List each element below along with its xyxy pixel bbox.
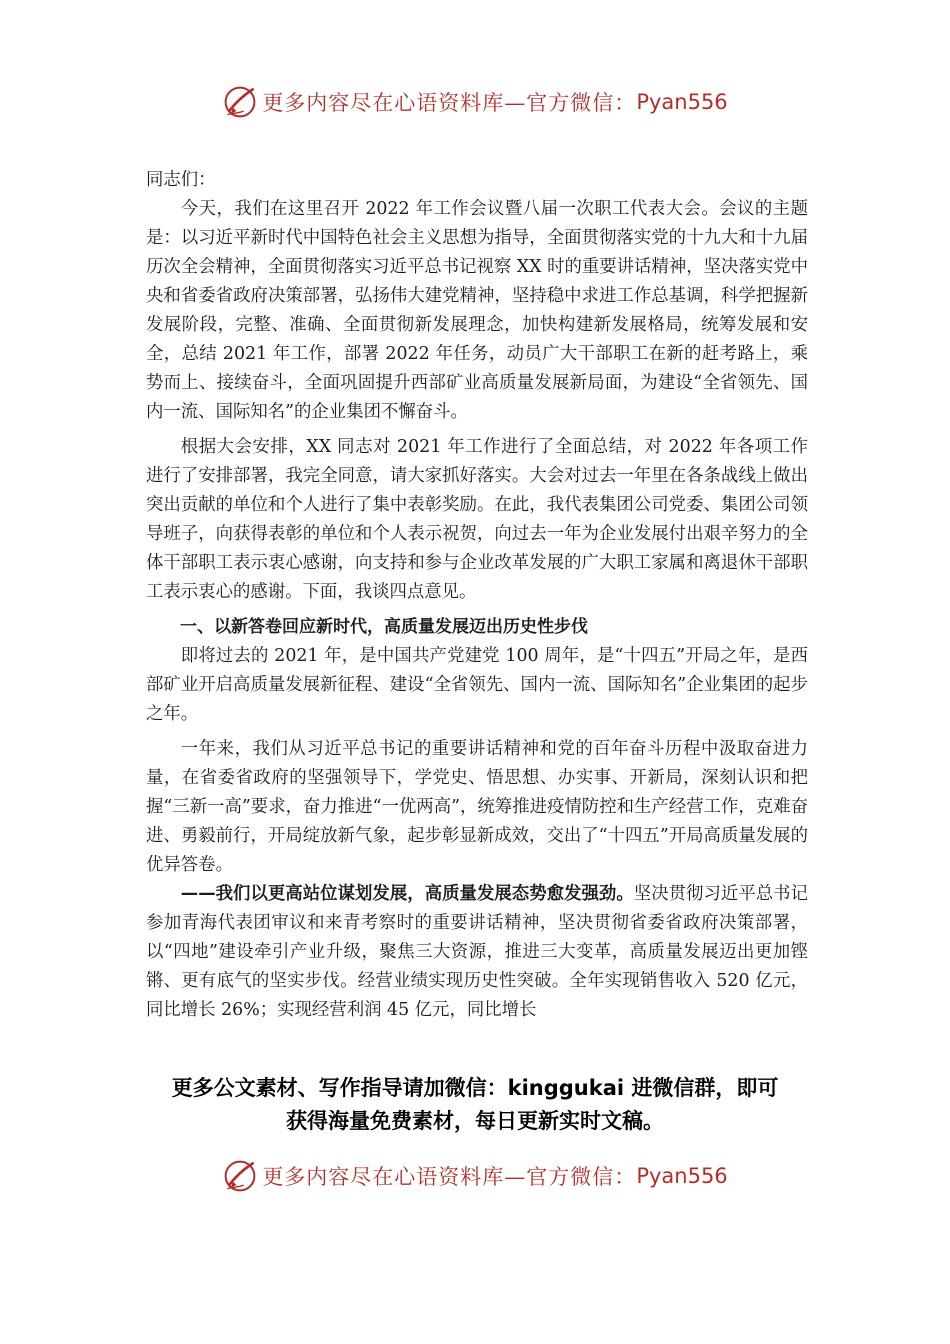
watermark-site-text: 更多内容尽在心语资料库—官方微信： <box>262 91 637 115</box>
paragraph: 即将过去的 2021 年，是中国共产党建党 100 周年，是“十四五”开局之年，是西部矿业开启高质量发展新征程、建设“全省领先、国内一流、国际知名”企业集团的起步之年。 <box>146 646 808 724</box>
pen-logo-icon <box>222 84 258 120</box>
watermark-wechat-id: Pyan556 <box>636 90 728 114</box>
section-heading: 一、以新答卷回应新时代，高质量发展迈出历史性步伐 <box>180 617 588 637</box>
salutation: 同志们： <box>146 170 216 190</box>
paragraph-bold-lead <box>146 880 808 1025</box>
watermark-site-text: 更多内容尽在心语资料库—官方微信： <box>262 1165 637 1189</box>
bold-lead-rest: 坚决贯彻习近平总书记参加青海代表团审议和来青考察时的重要讲话精神，坚决贯彻省委省政府决策部署，以“四地”建设牵引产业升级，聚焦三大资源，推进三大变革，高质量发展迈出更加铿锵、更有底气的坚实步伐。经营业绩实现历史性突破。全年实现销售收入 520 亿元，同比增长 26%；实现经营利润 45 亿元，同比增长 <box>146 884 808 1020</box>
pen-logo-icon <box>222 1158 258 1194</box>
footer-watermark <box>0 1154 950 1198</box>
promo-line-2: 获得海量免费素材，每日更新实时文稿。 <box>286 1109 664 1133</box>
paragraph: 一年来，我们从习近平总书记的重要讲话精神和党的百年奋斗历程中汲取奋进力量，在省委省政府的坚强领导下，学党史、悟思想、办实事、开新局，深刻认识和把握“三新一高”要求，奋力推进“一优两高”，统筹推进疫情防控和生产经营工作，克难奋进、勇毅前行，开局绽放新气象，起步彰显新成效，交出了“十四五”开局高质量发展的优异答卷。 <box>146 739 808 875</box>
paragraph: 今天，我们在这里召开 2022 年工作会议暨八届一次职工代表大会。会议的主题是：以习近平新时代中国特色社会主义思想为指导，全面贯彻落实党的十九大和十九届历次全会精神，全面贯彻落实习近平总书记视察 XX 时的重要讲话精神，坚决落实党中央和省委省政府决策部署，弘扬伟大建党精神，坚持稳中求进工作总基调，科学把握新发展阶段，完整、准确、全面贯彻新发展理念，加快构建新发展格局，统筹发展和安全，总结 2021 年工作，部署 2022 年任务，动员广大干部职工在新的赶考路上，乘势而上、接续奋斗，全面巩固提升西部矿业高质量发展新局面，为建设“全省领先、国内一流、国际知名”的企业集团不懈奋斗。 <box>146 199 808 422</box>
watermark-wechat-id: Pyan556 <box>636 1164 728 1188</box>
header-watermark <box>0 80 950 124</box>
document-body <box>146 166 808 1025</box>
promo-line-1: 更多公文素材、写作指导请加微信：kinggukai 进微信群，即可 <box>171 1076 779 1100</box>
bold-lead: ——我们以更高站位谋划发展，高质量发展态势愈发强劲。 <box>180 884 634 904</box>
promo-banner <box>60 1072 890 1138</box>
paragraph: 根据大会安排，XX 同志对 2021 年工作进行了全面总结，对 2022 年各项工作进行了安排部署，我完全同意，请大家抓好落实。大会对过去一年里在各条战线上做出突出贡献的单位和个人进行了集中表彰奖励。在此，我代表集团公司党委、集团公司领导班子，向获得表彰的单位和个人表示祝贺，向过去一年为企业发展付出艰辛努力的全体干部职工表示衷心感谢，向支持和参与企业改革发展的广大职工家属和离退休干部职工表示衷心的感谢。下面，我谈四点意见。 <box>146 437 808 602</box>
